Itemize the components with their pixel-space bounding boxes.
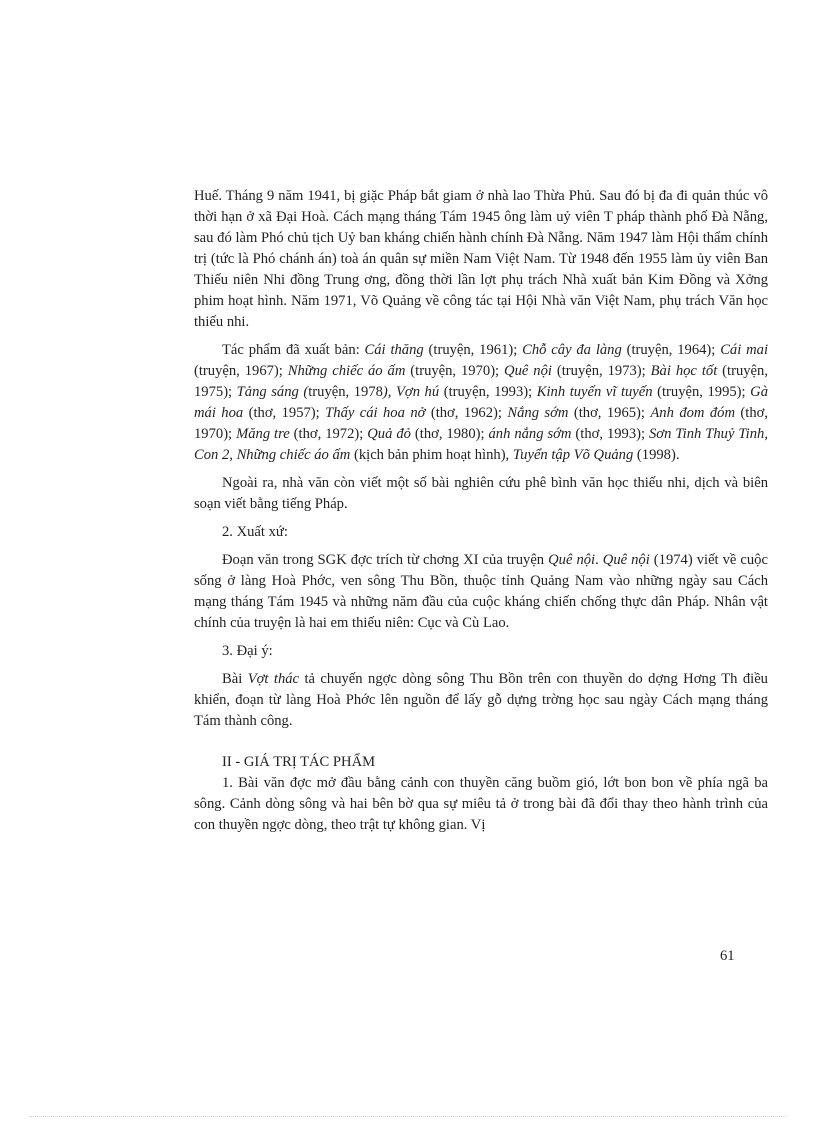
text-run: .: [595, 552, 603, 568]
italic-title: Quả đỏ: [367, 426, 411, 442]
italic-title: Vợt thác: [247, 671, 300, 687]
page-body: [194, 186, 768, 843]
text-run: 3. Đại ý:: [222, 643, 273, 659]
text-run: Huế. Tháng 9 năm 1941, bị giặc Pháp bắt giam ở nhà lao Thừa Phủ. Sau đó bị đa đi quản thúc vô thời hạn ở xã Đại Hoà. Cách mạng tháng Tám 1945 ông làm uỷ viên T pháp thành phố Đà Nẵng, sau đó làm Phó chủ tịch Uỷ ban kháng chiến hành chính Đà Nẵng. Năm 1947 làm Hội thẩm chính trị (tức là Phó chánh án) toà án quân sự miền Nam Việt Nam. Từ 1948 đến 1955 làm ủy viên Ban Thiếu niên Nhi đồng Trung ơng, đồng thời lần lợt phụ trách Nhà xuất bản Kim Đồng và Xởng phim hoạt hình. Năm 1971, Võ Quảng về công tác tại Hội Nhà văn Việt Nam, phụ trách Văn học thiếu nhi.: [194, 188, 768, 330]
paragraph-bio-continued: [194, 186, 768, 333]
text-run: (thơ, 1972);: [289, 426, 368, 442]
text-run: (thơ, 1962);: [425, 405, 508, 421]
text-run: (kịch bản phim hoạt hình),: [350, 447, 513, 463]
italic-title: Tuyển tập Võ Quảng: [512, 447, 634, 463]
text-run: (truyện, 1961);: [423, 342, 523, 358]
paragraph-research: [194, 473, 768, 515]
text-run: (truyện, 1995);: [652, 384, 751, 400]
paragraph-works: [194, 340, 768, 466]
text-run: (truyện, 1967);: [194, 363, 288, 379]
italic-title: Sơn Tinh Thuỷ Tinh, Con 2, Những chiếc áo ấm: [194, 426, 768, 463]
italic-title: Bài học tốt: [650, 363, 718, 379]
italic-title: ), Vợn hú: [382, 384, 440, 400]
paragraph-value-1: [194, 773, 768, 836]
italic-title: Gà mái hoa: [194, 384, 768, 421]
text-run: (1998).: [633, 447, 680, 463]
text-run: tả chuyến ngợc dòng sông Thu Bồn trên con thuyền do dợng Hơng Th điều khiển, đoạn từ làng Hoà Phớc lên nguồn để lấy gỗ dựng trờng học sau ngày Cách mạng tháng Tám thành công.: [194, 671, 768, 729]
paragraph-summary: [194, 669, 768, 732]
text-run: 1. Bài văn đợc mở đầu bằng cảnh con thuyền căng buồm gió, lớt bon bon về phía ngã ba sông. Cảnh dòng sông và hai bên bờ qua sự miêu tả ở trong bài đã đổi thay theo hành trình của con thuyền ngợc dòng, theo trật tự không gian. Vị: [194, 775, 768, 833]
text-run: (thơ, 1980);: [410, 426, 489, 442]
paragraph-section-2-heading: [194, 752, 768, 773]
italic-title: Thấy cái hoa nở: [325, 405, 426, 421]
text-run: (thơ, 1970);: [194, 405, 769, 442]
text-run: (truyện, 1993);: [439, 384, 537, 400]
text-run: (truyện, 1970);: [405, 363, 505, 379]
text-run: Tác phẩm đã xuất bản:: [222, 342, 365, 358]
italic-title: Quê nội: [602, 552, 650, 568]
italic-title: Quê nội: [504, 363, 552, 379]
text-run: Ngoài ra, nhà văn còn viết một số bài nghiên cứu phê bình văn học thiếu nhi, dịch và biên soạn viết bằng tiếng Pháp.: [194, 475, 768, 512]
paragraph-summary-heading: [194, 641, 768, 662]
italic-title: Măng tre: [236, 426, 290, 442]
text-run: (truyện, 1964);: [621, 342, 721, 358]
text-run: (thơ, 1957);: [243, 405, 326, 421]
paragraph-origin: [194, 550, 768, 634]
text-run: (truyện, 1973);: [551, 363, 651, 379]
text-run: truyện, 1978: [308, 384, 383, 400]
text-run: 2. Xuất xứ:: [222, 524, 288, 540]
text-run: II - GIÁ TRỊ TÁC PHẨM: [222, 754, 376, 770]
italic-title: Nắng sớm: [507, 405, 569, 421]
italic-title: Chỗ cây đa làng: [522, 342, 622, 358]
text-run: Đoạn văn trong SGK đợc trích từ chơng XI của truyện: [222, 552, 549, 568]
paragraph-origin-heading: [194, 522, 768, 543]
text-run: Bài: [222, 671, 248, 687]
italic-title: Cái mai: [720, 342, 769, 358]
italic-title: ánh nắng sớm: [488, 426, 572, 442]
text-run: (truyện, 1975);: [194, 363, 768, 400]
text-run: (1974) viết về cuộc sống ở làng Hoà Phớc, ven sông Thu Bồn, thuộc tỉnh Quảng Nam vào những ngày sau Cách mạng tháng Tám 1945 và những năm đầu của cuộc kháng chiến chống thực dân Pháp. Nhân vật chính của truyện là hai em thiếu niên: Cục và Cù Lao.: [194, 552, 768, 631]
italic-title: Tảng sáng (: [236, 384, 309, 400]
italic-title: Cái thăng: [364, 342, 424, 358]
page-bottom-rule: [30, 1116, 786, 1117]
italic-title: Kinh tuyến vĩ tuyến: [536, 384, 653, 400]
italic-title: Những chiếc áo ấm: [287, 363, 406, 379]
text-run: (thơ, 1993);: [571, 426, 649, 442]
italic-title: Quê nội: [548, 552, 596, 568]
italic-title: Anh đom đóm: [650, 405, 736, 421]
page-number: 61: [720, 948, 735, 964]
text-run: (thơ, 1965);: [568, 405, 651, 421]
